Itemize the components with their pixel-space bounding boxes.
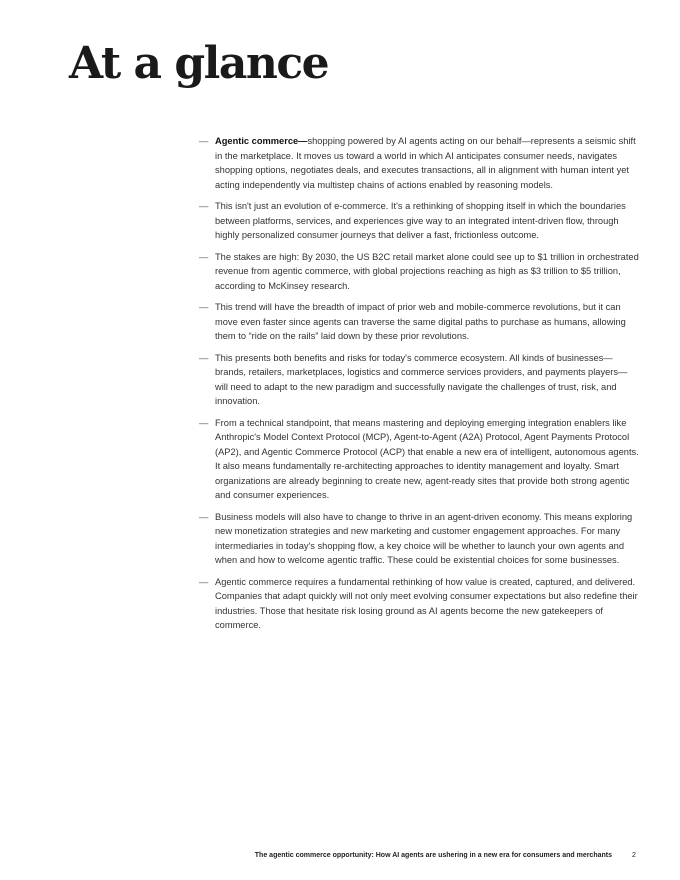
list-item: [199, 134, 639, 192]
dash-bullet-icon: —: [199, 136, 209, 146]
list-item: [199, 199, 639, 243]
list-item: [199, 351, 639, 409]
list-item: [199, 300, 639, 344]
bullet-text: Agentic commerce requires a fundamental rethinking of how value is created, captured, and delivered. Companies that adapt quickly will not only meet evolving consumer expectations but also redefine their industries. Those that hesitate risk losing ground as AI agents become the new gatekeepers of commerce.: [215, 576, 638, 630]
bullet-text: This trend will have the breadth of impact of prior web and mobile-commerce revolutions, but it can move even faster since agents can traverse the same digital paths to purchase as humans, allowing them to “ride on the rails” laid down by these prior revolutions.: [215, 302, 626, 341]
dash-bullet-icon: —: [199, 576, 209, 587]
page-title: At a glance: [69, 38, 329, 89]
list-item: [199, 250, 639, 294]
bullet-text: From a technical standpoint, that means mastering and deploying emerging integration enablers like Anthropic's Model Context Protocol (MCP), Agent-to-Agent (A2A) Protocol, Agent Payments Protocol (AP2), and Agentic Commerce Protocol (ACP) that enable a new era of intelligent, autonomous agents. It also means fundamentally re-architecting approaches to identity management and loyalty. Smart organizations are already beginning to create new, agent-ready sites that provide both strong agentic and consumer experiences.: [215, 417, 639, 500]
page-footer: [0, 852, 680, 864]
list-item: [199, 575, 639, 633]
bullet-text: This presents both benefits and risks for today's commerce ecosystem. All kinds of businesses—brands, retailers, marketplaces, logistics and commerce services providers, and payments players—will need to adapt to the new paradigm and successfully navigate the challenges of trust, risk, and innovation.: [215, 352, 628, 406]
dash-bullet-icon: —: [199, 251, 209, 262]
bullet-lead-term: Agentic commerce—: [215, 136, 308, 146]
bullet-text: Business models will also have to change to thrive in an agent-driven economy. This means exploring new monetization strategies and new marketing and customer engagement approaches. For many intermediaries in today's shopping flow, a key choice will be whether to launch your own agents and when and how to welcome agentic traffic. These could be existential choices for some businesses.: [215, 511, 633, 565]
dash-bullet-icon: —: [199, 352, 209, 363]
page-number: 2: [632, 852, 636, 859]
bullet-text: shopping powered by AI agents acting on our behalf—represents a seismic shift in the marketplace. It moves us toward a world in which AI anticipates consumer needs, navigates shopping options, negotiates deals, and executes transactions, all in alignment with human intent yet acting independently via multistep chains of actions enabled by reasoning models.: [215, 136, 636, 190]
dash-bullet-icon: —: [199, 417, 209, 428]
footer-running-title: The agentic commerce opportunity: How AI agents are ushering in a new era for consumers and merchants: [254, 852, 612, 859]
bullet-text: This isn't just an evolution of e-commerce. It's a rethinking of shopping itself in which the boundaries between platforms, services, and experiences give way to an integrated intent-driven flow, through highly personalized consumer journeys that deliver a fast, frictionless outcome.: [215, 201, 626, 240]
list-item: [199, 510, 639, 568]
bullet-list: [199, 134, 639, 640]
list-item: [199, 416, 639, 503]
bullet-text: The stakes are high: By 2030, the US B2C retail market alone could see up to $1 trillion in orchestrated revenue from agentic commerce, with global projections reaching as high as $3 trillion to $5 trillion, according to McKinsey research.: [215, 251, 639, 291]
dash-bullet-icon: —: [199, 302, 209, 312]
dash-bullet-icon: —: [199, 201, 209, 211]
dash-bullet-icon: —: [199, 511, 209, 522]
